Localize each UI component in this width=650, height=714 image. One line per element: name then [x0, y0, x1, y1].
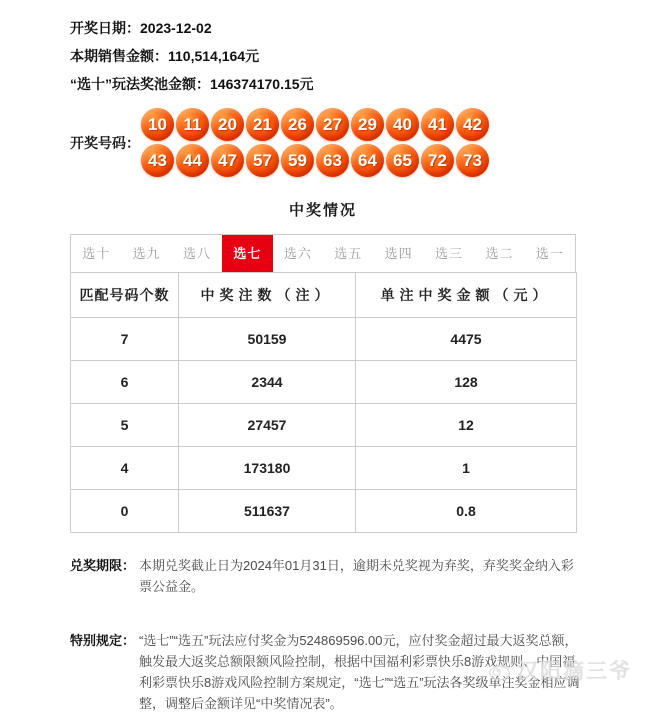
table-row — [71, 447, 577, 490]
table-cell: 173180 — [179, 447, 356, 490]
redeem-deadline-text: 本期兑奖截止日为2024年01月31日，逾期未兑奖视为弃奖，弃奖奖金纳入彩票公益金。 — [139, 558, 574, 594]
play-tab-active[interactable]: 选七 — [222, 235, 272, 272]
play-tab[interactable]: 选六 — [283, 246, 312, 261]
table-cell: 4 — [71, 447, 179, 490]
lottery-ball: 43 — [141, 144, 174, 177]
table-header-cell: 中奖注数（注） — [179, 273, 356, 318]
table-cell: 0.8 — [356, 490, 577, 533]
table-header-cell: 匹配号码个数 — [71, 273, 179, 318]
play-tab[interactable]: 选四 — [384, 246, 413, 261]
lottery-ball: 11 — [176, 108, 209, 141]
prize-table — [70, 272, 577, 533]
lottery-ball: 64 — [351, 144, 384, 177]
table-row — [71, 361, 577, 404]
ball-rows — [141, 108, 489, 177]
play-tab[interactable]: 选九 — [132, 246, 161, 261]
table-header-cell: 单注中奖金额（元） — [356, 273, 577, 318]
pool-label: “选十”玩法奖池金额： — [70, 76, 210, 92]
table-header-row — [71, 273, 577, 318]
lottery-ball: 72 — [421, 144, 454, 177]
lottery-ball: 26 — [281, 108, 314, 141]
table-cell: 511637 — [179, 490, 356, 533]
table-cell: 12 — [356, 404, 577, 447]
play-type-tabs — [70, 234, 576, 272]
table-cell: 27457 — [179, 404, 356, 447]
play-tab[interactable]: 选十 — [82, 246, 111, 261]
special-provision-note — [70, 630, 582, 714]
pool-value: 146374170.15元 — [210, 76, 314, 92]
ball-row-2 — [141, 144, 489, 177]
lottery-ball: 27 — [316, 108, 349, 141]
draw-date-line — [70, 14, 650, 42]
special-provision-text: “选七”“选五”玩法应付奖金为524869596.00元，应付奖金超过最大返奖总额，触发最大返奖总额限额风险控制，根据中国福利彩票快乐8游戏规则、中国福利彩票快乐8游戏风险控制方案规定，“选七”“选五”玩法各奖级单注奖金相应调整，调整后金额详见“中奖情况表”。 — [139, 633, 580, 711]
lottery-ball: 21 — [246, 108, 279, 141]
pool-amount-line — [70, 70, 650, 98]
table-cell: 2344 — [179, 361, 356, 404]
lottery-ball: 63 — [316, 144, 349, 177]
lottery-ball: 10 — [141, 108, 174, 141]
table-cell: 6 — [71, 361, 179, 404]
sales-value: 110,514,164元 — [168, 48, 260, 64]
play-tab[interactable]: 选一 — [535, 246, 564, 261]
lottery-ball: 40 — [386, 108, 419, 141]
sales-amount-line — [70, 42, 650, 70]
lottery-ball: 57 — [246, 144, 279, 177]
lottery-ball: 65 — [386, 144, 419, 177]
table-cell: 128 — [356, 361, 577, 404]
redeem-deadline-note — [70, 555, 582, 597]
table-cell: 4475 — [356, 318, 577, 361]
draw-date-value: 2023-12-02 — [140, 20, 212, 36]
lottery-ball: 42 — [456, 108, 489, 141]
table-cell: 5 — [71, 404, 179, 447]
table-row — [71, 318, 577, 361]
winning-numbers-label: 开奖号码： — [70, 134, 140, 151]
special-provision-label: 特别规定： — [70, 633, 136, 648]
play-tab[interactable]: 选八 — [183, 246, 212, 261]
lottery-ball: 41 — [421, 108, 454, 141]
table-cell: 0 — [71, 490, 179, 533]
play-tab[interactable]: 选三 — [435, 246, 464, 261]
lottery-ball: 59 — [281, 144, 314, 177]
table-row — [71, 404, 577, 447]
lottery-ball: 29 — [351, 108, 384, 141]
play-tab[interactable]: 选二 — [485, 246, 514, 261]
watermark-text: 汉阳滴三爷 — [517, 660, 632, 683]
redeem-deadline-label: 兑奖期限： — [70, 558, 136, 573]
winning-numbers-block — [70, 108, 650, 177]
play-tab[interactable]: 选五 — [334, 246, 363, 261]
lottery-ball: 73 — [456, 144, 489, 177]
section-title: 中奖情况 — [288, 202, 357, 219]
table-cell: 50159 — [179, 318, 356, 361]
draw-date-label: 开奖日期： — [70, 20, 140, 36]
ball-row-1 — [141, 108, 489, 141]
lottery-ball: 47 — [211, 144, 244, 177]
table-cell: 1 — [356, 447, 577, 490]
sales-label: 本期销售金额： — [70, 48, 168, 64]
table-cell: 7 — [71, 318, 179, 361]
lottery-ball: 20 — [211, 108, 244, 141]
table-row — [71, 490, 577, 533]
lottery-ball: 44 — [176, 144, 209, 177]
